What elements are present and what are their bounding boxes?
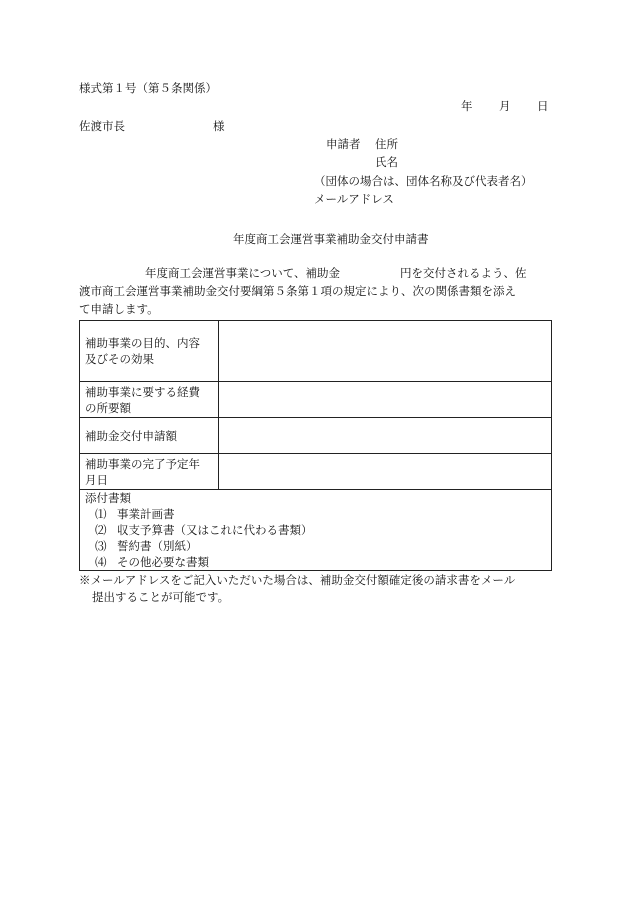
row-value-cost[interactable]: [219, 382, 552, 418]
footnote: [79, 572, 559, 606]
attachments-heading: 添付書類: [85, 491, 131, 505]
row-label-completion-date: 補助事業の完了予定年 月日: [80, 454, 219, 490]
row-label-purpose: 補助事業の目的、内容 及びその効果: [80, 321, 219, 382]
body-line-3: て申請します。: [79, 302, 159, 316]
applicant-name-label: 氏名: [375, 155, 398, 169]
applicant-role-label: 申請者: [326, 137, 361, 151]
applicant-org-note: （団体の場合は、団体名称及び代表者名）: [314, 174, 533, 188]
attachment-item: ⑴ 事業計画書: [95, 507, 175, 521]
date-day-label: 日: [537, 99, 549, 113]
table-row: [80, 382, 552, 418]
row-label-cost: 補助事業に要する経費 の所要額: [80, 382, 219, 418]
addressee-honorific: 様: [213, 119, 225, 133]
applicant-email-label: メールアドレス: [314, 192, 394, 206]
application-table: [79, 320, 552, 571]
body-line-1-b: 円を交付されるよう、佐: [400, 266, 527, 280]
body-line-1: [79, 264, 553, 282]
table-row: [80, 321, 552, 382]
row-value-completion-date[interactable]: [219, 454, 552, 490]
table-row: [80, 418, 552, 454]
date-month-label: 月: [499, 99, 511, 113]
form-number: 様式第１号（第５条関係）: [79, 81, 217, 95]
table-row: [80, 454, 552, 490]
row-value-purpose[interactable]: [219, 321, 552, 382]
document-title: 年度商工会運営事業補助金交付申請書: [233, 232, 429, 246]
applicant-address-label: 住所: [375, 137, 398, 151]
date-year-label: 年: [461, 99, 473, 113]
addressee-name: 佐渡市長: [79, 119, 125, 133]
attachment-item: ⑶ 誓約書（別紙）: [95, 539, 198, 553]
attachments-cell: [80, 490, 552, 571]
attachments-row: [80, 490, 552, 571]
footnote-line-1: ※メールアドレスをご記入いただいた場合は、補助金交付額確定後の請求書をメール: [79, 573, 516, 587]
footnote-line-2: 提出することが可能です。: [92, 590, 230, 604]
body-line-2: 渡市商工会運営事業補助金交付要綱第５条第１項の規定により、次の関係書類を添え: [79, 284, 516, 298]
attachment-item: ⑷ その他必要な書類: [95, 555, 209, 569]
row-label-amount: 補助金交付申請額: [80, 418, 219, 454]
attachment-item: ⑵ 収支予算書（又はこれに代わる書類）: [95, 523, 313, 537]
body-paragraph: [79, 264, 553, 318]
row-value-amount[interactable]: [219, 418, 552, 454]
body-line-1-a: 年度商工会運営事業について、補助金: [145, 266, 341, 280]
